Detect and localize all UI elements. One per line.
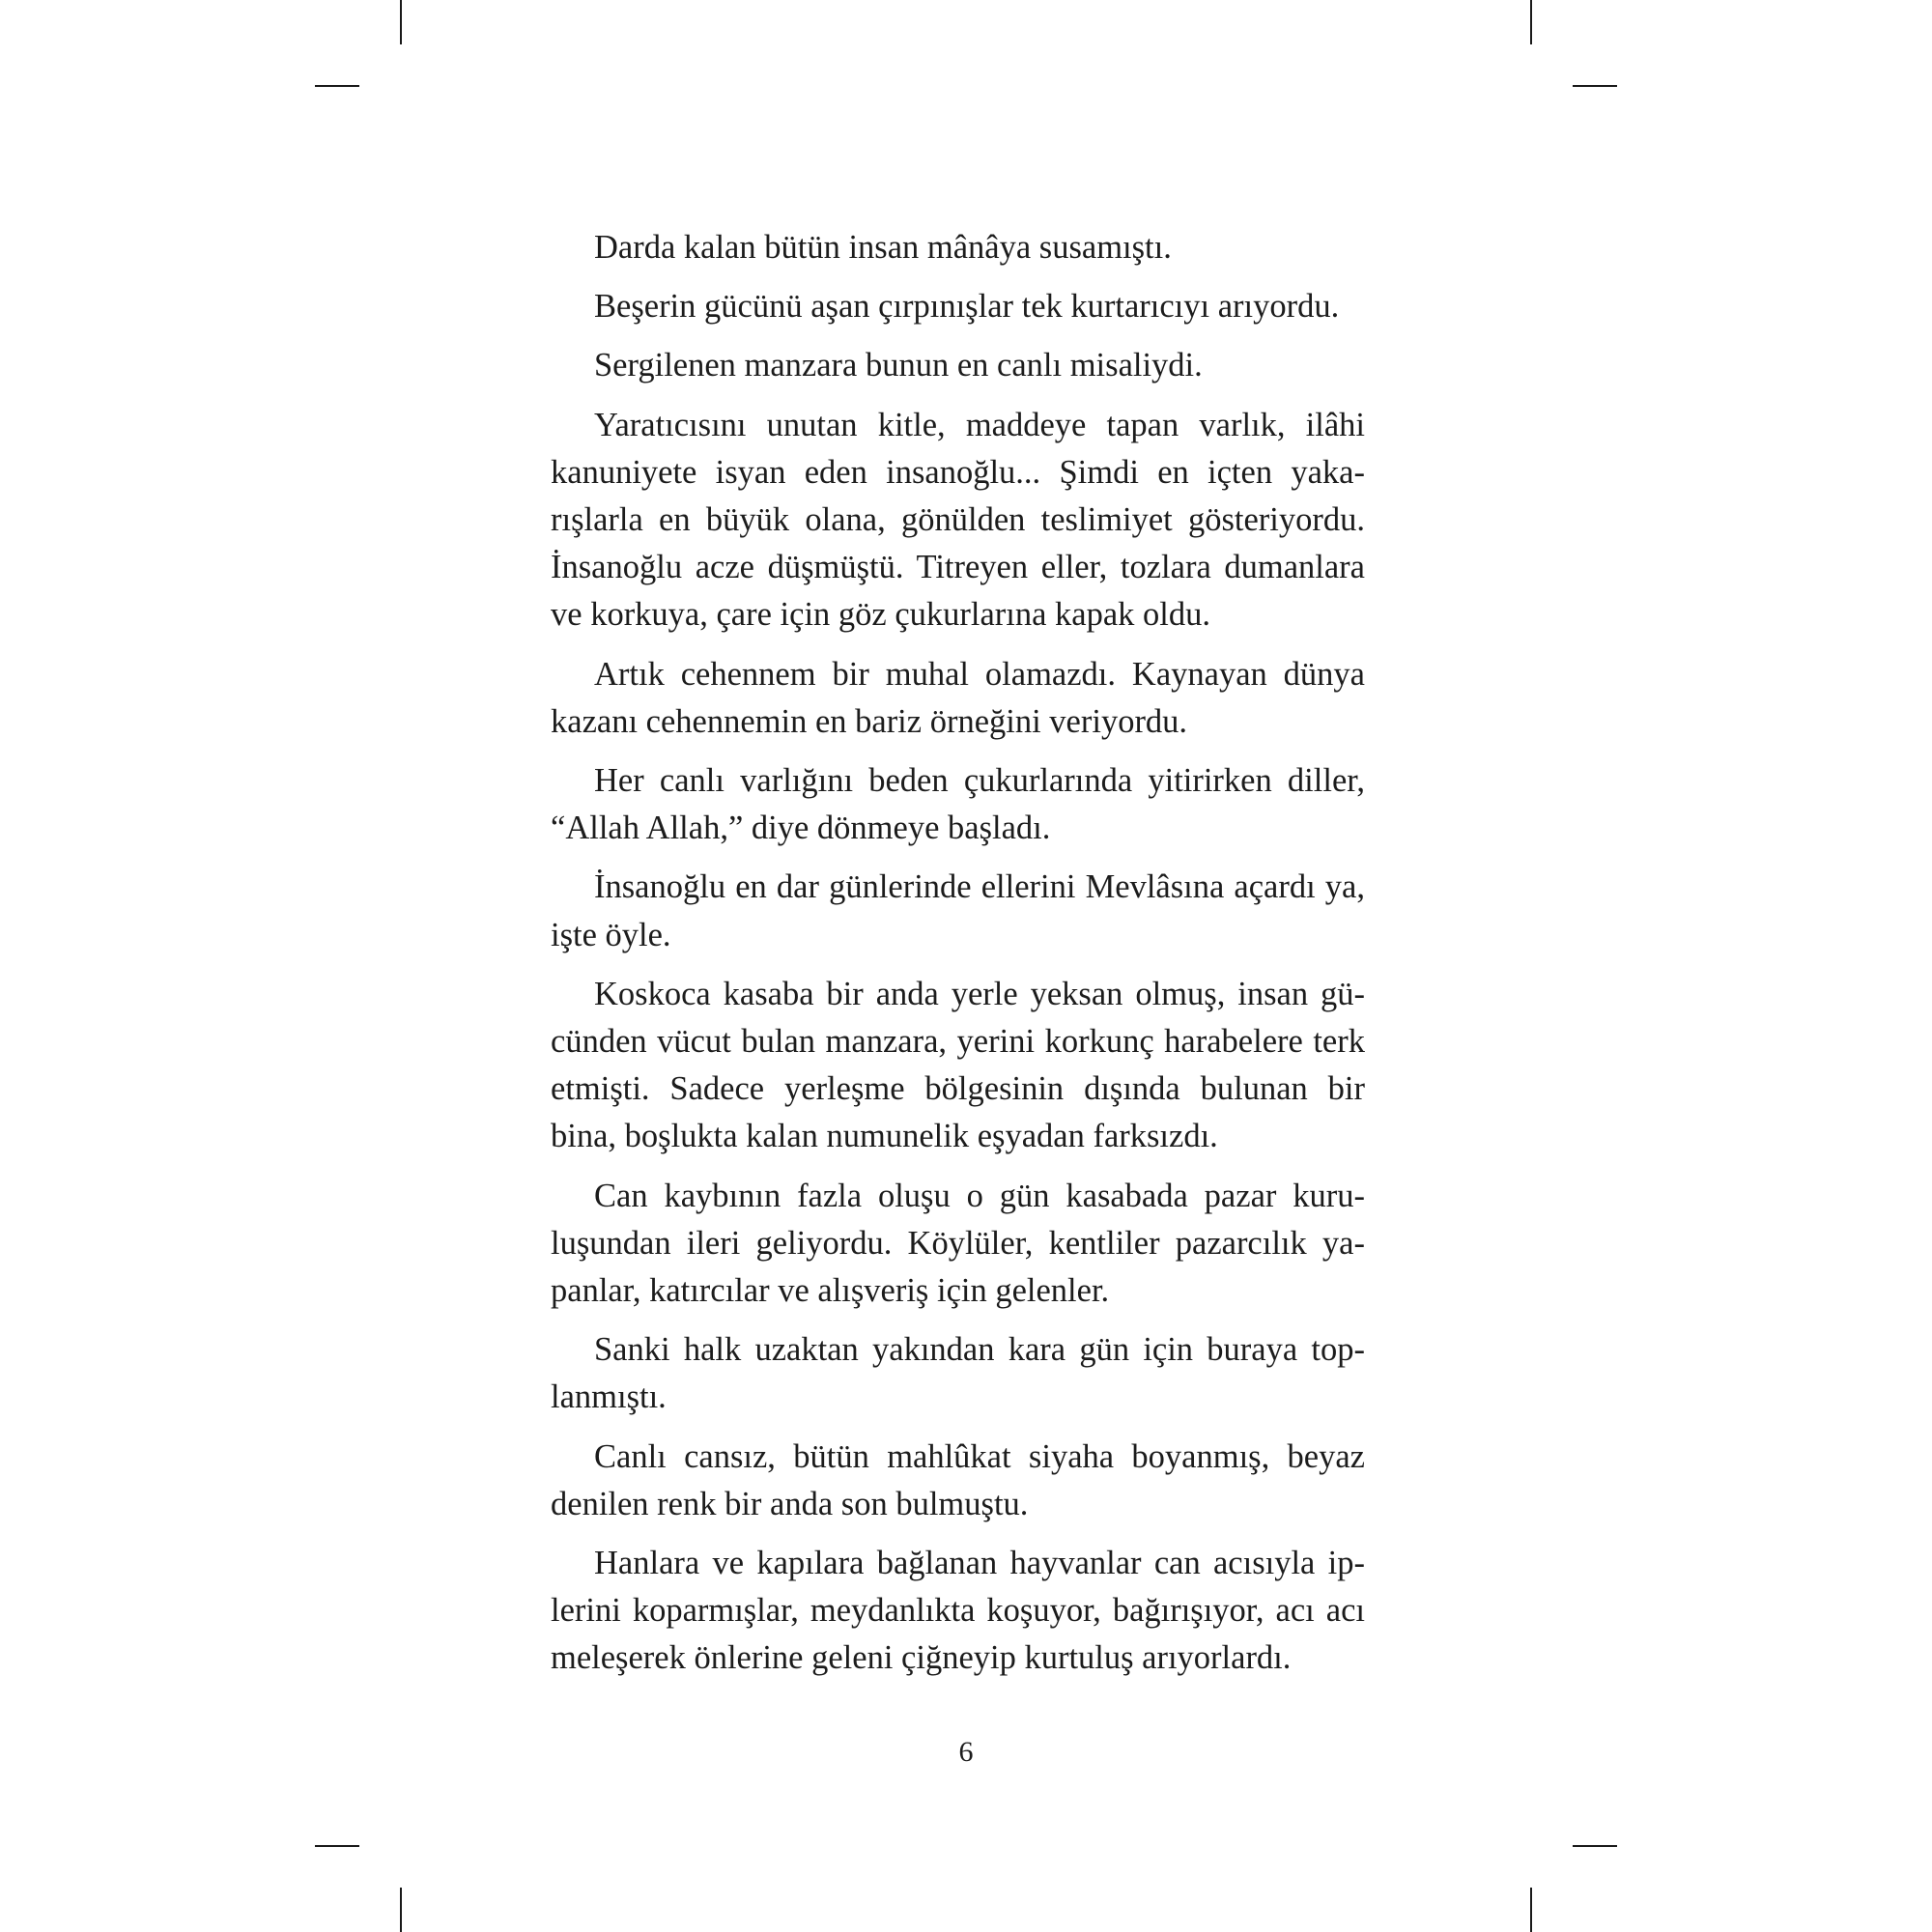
crop-mark-top-left-vertical [400, 0, 402, 44]
paragraph: Her canlı varlığını beden çukurlarında yitirirken diller, “Allah Allah,” diye dönmeye başladı. [551, 762, 1365, 847]
crop-mark-bottom-right-horizontal [1573, 1845, 1617, 1847]
paragraph: Sergilenen manzara bunun en canlı misaliydi. [594, 347, 1203, 384]
crop-mark-bottom-right-vertical [1530, 1888, 1532, 1932]
crop-mark-bottom-left-vertical [400, 1888, 402, 1932]
paragraph: Artık cehennem bir muhal olamazdı. Kaynayan dünya kazanı cehennemin en bariz örneğini veriyordu. [551, 655, 1365, 740]
paragraph: Darda kalan bütün insan mânâya susamıştı. [594, 229, 1172, 266]
crop-mark-top-right-horizontal [1573, 85, 1617, 87]
crop-mark-top-right-vertical [1530, 0, 1532, 44]
crop-mark-bottom-left-horizontal [315, 1845, 359, 1847]
paragraph: Koskoca kasaba bir anda yerle yeksan olmuş, insan gücünden vücut bulan manzara, yerini korkunç harabelere terk etmişti. Sadece yerleşme bölgesinin dışında bulunan bir bina, boşlukta kalan numunelik eşyadan farksızdı. [551, 975, 1365, 1155]
paragraph: Canlı cansız, bütün mahlûkat siyaha boyanmış, beyaz denilen renk bir anda son bulmuştu. [551, 1437, 1365, 1522]
paragraph: Beşerin gücünü aşan çırpınışlar tek kurtarıcıyı arıyordu. [594, 288, 1340, 326]
paragraph: Sanki halk uzaktan yakından kara gün için buraya toplanmıştı. [551, 1331, 1365, 1416]
paragraph: Yaratıcısını unutan kitle, maddeye tapan varlık, ilâhi kanuniyete isyan eden insanoğlu... Şimdi en içten yakarışlarla en büyük olana, gönülden teslimiyet gösteriyordu. İnsanoğlu acze düşmüştü. Titreyen eller, tozlara dumanlara ve korkuya, çare için göz çukurlarına kapak oldu. [551, 406, 1365, 634]
paragraph: Hanlara ve kapılara bağlanan hayvanlar can acısıyla iplerini koparmışlar, meydanlıkta koşuyor, bağırışıyor, acı acı meleşerek önlerine geleni çiğneyip kurtuluş arıyorlardı. [551, 1545, 1365, 1677]
page-number: 6 [958, 1736, 974, 1768]
paragraph: Can kaybının fazla oluşu o gün kasabada pazar kuruluşundan ileri geliyordu. Köylüler, kentliler pazarcılık yapanlar, katırcılar ve alışveriş için gelenler. [551, 1177, 1365, 1310]
paragraph: İnsanoğlu en dar günlerinde ellerini Mevlâsına açardı ya, işte öyle. [551, 868, 1365, 953]
crop-mark-top-left-horizontal [315, 85, 359, 87]
body-text [551, 224, 1365, 1694]
